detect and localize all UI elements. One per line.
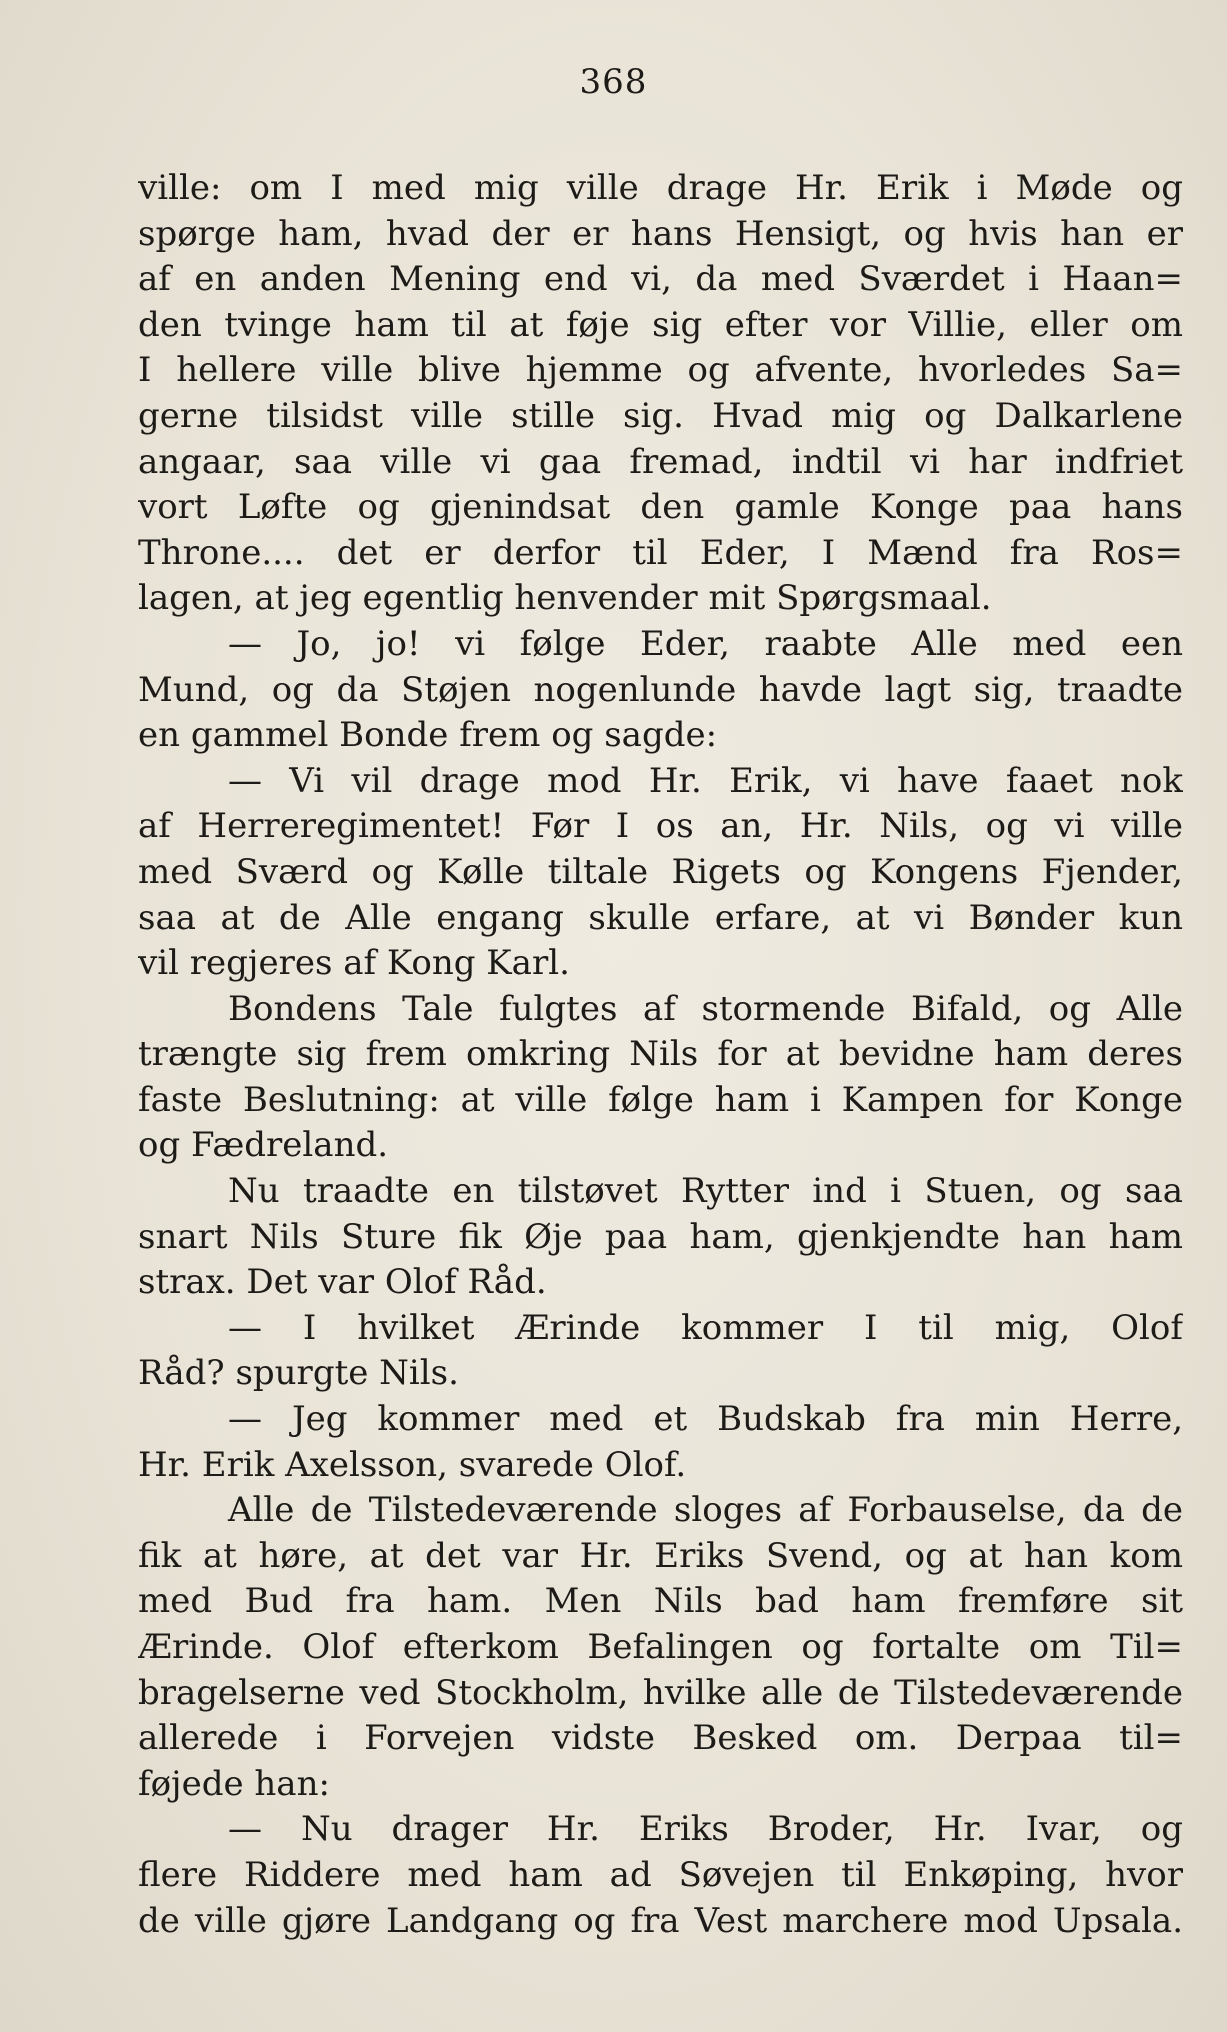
text-line: snart Nils Sture fik Øje paa ham, gjenkjendte han ham [138, 1216, 1183, 1257]
text-line: strax. Det var Olof Råd. [138, 1262, 547, 1303]
text-line: og Fædreland. [138, 1125, 389, 1166]
text-line: en gammel Bonde frem og sagde: [138, 715, 718, 756]
text-line: føjede han: [138, 1763, 330, 1804]
text-line: allerede i Forvejen vidste Besked om. Derpaa til= [138, 1718, 1183, 1759]
text-line: flere Riddere med ham ad Søvejen til Enkøping, hvor [138, 1854, 1183, 1895]
text-line: lagen, at jeg egentlig henvender mit Spørgsmaal. [138, 578, 992, 619]
text-line: vil regjeres af Kong Karl. [138, 943, 570, 984]
text-line: saa at de Alle engang skulle erfare, at vi Bønder kun [138, 897, 1183, 938]
text-line: I hellere ville blive hjemme og afvente, hvorledes Sa= [138, 350, 1183, 391]
text-line: Mund, og da Støjen nogenlunde havde lagt sig, traadte [138, 669, 1183, 710]
text-line: fik at høre, at det var Hr. Eriks Svend, og at han kom [138, 1535, 1183, 1576]
text-line: Råd? spurgte Nils. [138, 1353, 459, 1394]
text-line: — Jo, jo! vi følge Eder, raabte Alle med een [228, 623, 1183, 664]
text-line: — Jeg kommer med et Budskab fra min Herre, [228, 1399, 1183, 1440]
text-line: Hr. Erik Axelsson, svarede Olof. [138, 1444, 687, 1485]
body-text [138, 166, 1183, 1944]
text-line: de ville gjøre Landgang og fra Vest marchere mod Upsala. [138, 1900, 1183, 1941]
text-line: med Sværd og Kølle tiltale Rigets og Kongens Fjender, [138, 851, 1183, 892]
text-line: faste Beslutning: at ville følge ham i Kampen for Konge [138, 1079, 1183, 1120]
page-number: 368 [579, 62, 648, 102]
text-line: spørge ham, hvad der er hans Hensigt, og hvis han er [138, 213, 1183, 254]
text-line: — Nu drager Hr. Eriks Broder, Hr. Ivar, og [228, 1809, 1183, 1850]
text-line: bragelserne ved Stockholm, hvilke alle de Tilstedeværende [138, 1672, 1183, 1713]
text-line: Ærinde. Olof efterkom Befalingen og fortalte om Til= [138, 1627, 1183, 1667]
text-line: Throne.... det er derfor til Eder, I Mænd fra Ros= [138, 532, 1183, 573]
text-line: af Herreregimentet! Før I os an, Hr. Nils, og vi ville [138, 806, 1183, 847]
text-line: Nu traadte en tilstøvet Rytter ind i Stuen, og saa [228, 1171, 1183, 1212]
text-line: trængte sig frem omkring Nils for at bevidne ham deres [138, 1034, 1183, 1075]
text-line: angaar, saa ville vi gaa fremad, indtil vi har indfriet [138, 441, 1183, 482]
text-line: den tvinge ham til at føje sig efter vor Villie, eller om [138, 304, 1183, 345]
text-line: Alle de Tilstedeværende sloges af Forbauselse, da de [228, 1490, 1183, 1531]
text-line: af en anden Mening end vi, da med Sværdet i Haan= [138, 259, 1183, 300]
text-line: vort Løfte og gjenindsat den gamle Konge paa hans [138, 487, 1183, 528]
text-line: med Bud fra ham. Men Nils bad ham fremføre sit [138, 1581, 1183, 1622]
text-line: Bondens Tale fulgtes af stormende Bifald, og Alle [228, 988, 1183, 1029]
text-line: — I hvilket Ærinde kommer I til mig, Olof [228, 1307, 1183, 1348]
text-line: gerne tilsidst ville stille sig. Hvad mig og Dalkarlene [138, 395, 1183, 436]
text-line: ville: om I med mig ville drage Hr. Erik i Møde og [138, 168, 1183, 208]
text-line: — Vi vil drage mod Hr. Erik, vi have faaet nok [228, 760, 1183, 801]
